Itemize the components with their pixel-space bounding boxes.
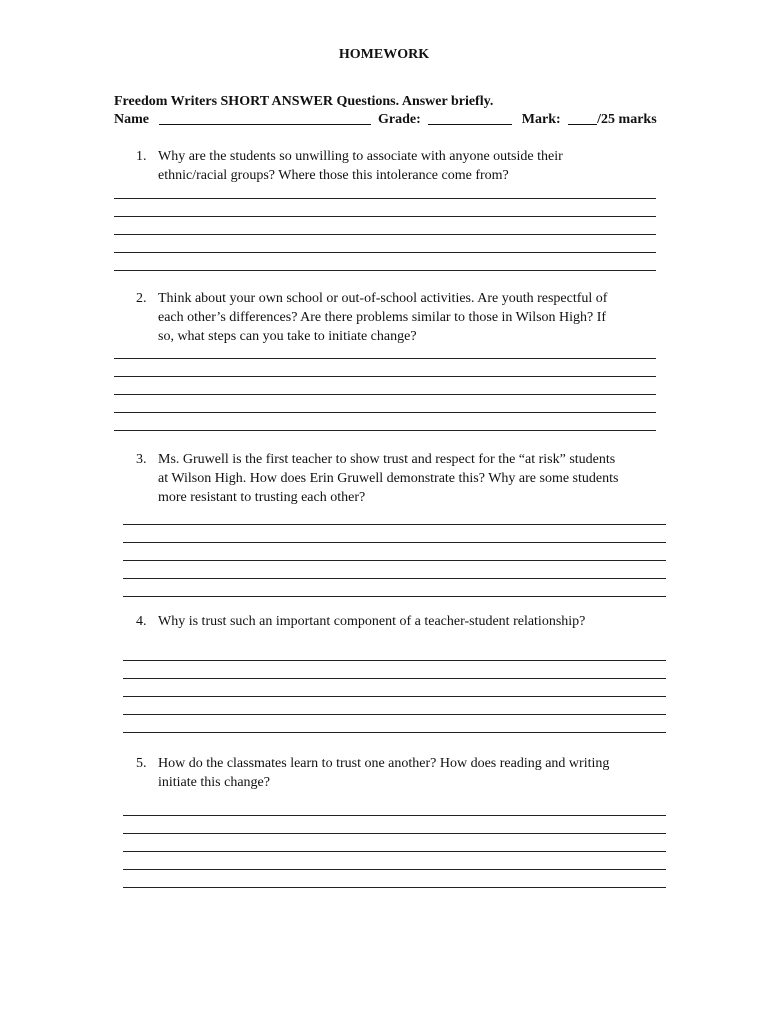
- answer-line[interactable]: [123, 542, 666, 543]
- answer-line[interactable]: [114, 270, 656, 271]
- answer-line[interactable]: [123, 660, 666, 661]
- answer-line[interactable]: [123, 560, 666, 561]
- grade-label: Grade:: [378, 112, 421, 127]
- answer-line[interactable]: [123, 887, 666, 888]
- answer-line[interactable]: [114, 430, 656, 431]
- answer-line[interactable]: [114, 252, 656, 253]
- question-line: Ms. Gruwell is the first teacher to show trust and respect for the “at risk” students: [158, 452, 616, 467]
- answer-line[interactable]: [123, 732, 666, 733]
- name-label: Name: [114, 112, 149, 127]
- question-text: [158, 450, 618, 507]
- mark-field[interactable]: [568, 124, 597, 125]
- question-line: at Wilson High. How does Erin Gruwell demonstrate this? Why are some students: [158, 471, 619, 486]
- question-line: so, what steps can you take to initiate change?: [158, 329, 417, 344]
- answer-line[interactable]: [123, 714, 666, 715]
- question-line: each other’s differences? Are there problems similar to those in Wilson High? If: [158, 310, 607, 325]
- answer-line[interactable]: [114, 412, 656, 413]
- answer-line[interactable]: [114, 358, 656, 359]
- question-number: 5.: [136, 756, 147, 771]
- question-line: more resistant to trusting each other?: [158, 490, 366, 505]
- mark-label: Mark:: [521, 112, 561, 127]
- answer-line[interactable]: [123, 524, 666, 525]
- mark-total: /25 marks: [597, 112, 657, 127]
- question-line: Why is trust such an important component of a teacher-student relationship?: [158, 614, 586, 629]
- answer-line[interactable]: [123, 833, 666, 834]
- answer-line[interactable]: [123, 678, 666, 679]
- question-text: [158, 289, 607, 346]
- question-line: Think about your own school or out-of-school activities. Are youth respectful of: [158, 291, 608, 306]
- question-text: [158, 754, 609, 792]
- answer-line[interactable]: [114, 216, 656, 217]
- answer-line[interactable]: [123, 696, 666, 697]
- question-text: [158, 612, 585, 631]
- question-number: 2.: [136, 291, 147, 306]
- question-line: How do the classmates learn to trust one another? How does reading and writing: [158, 756, 610, 771]
- student-info-row: [114, 112, 657, 128]
- question-text: [158, 147, 563, 185]
- question-line: ethnic/racial groups? Where those this intolerance come from?: [158, 168, 509, 183]
- question-line: initiate this change?: [158, 775, 270, 790]
- answer-line[interactable]: [123, 596, 666, 597]
- name-field[interactable]: [159, 124, 371, 125]
- answer-line[interactable]: [123, 851, 666, 852]
- answer-line[interactable]: [114, 376, 656, 377]
- instructions: Freedom Writers SHORT ANSWER Questions. Answer briefly.: [114, 94, 494, 109]
- answer-line[interactable]: [123, 815, 666, 816]
- answer-line[interactable]: [123, 578, 666, 579]
- answer-line[interactable]: [114, 394, 656, 395]
- answer-line[interactable]: [114, 198, 656, 199]
- question-line: Why are the students so unwilling to associate with anyone outside their: [158, 149, 563, 164]
- page-title: HOMEWORK: [338, 47, 430, 62]
- question-number: 4.: [136, 614, 147, 629]
- question-number: 1.: [136, 149, 147, 164]
- answer-line[interactable]: [114, 234, 656, 235]
- question-number: 3.: [136, 452, 147, 467]
- answer-line[interactable]: [123, 869, 666, 870]
- grade-field[interactable]: [428, 124, 512, 125]
